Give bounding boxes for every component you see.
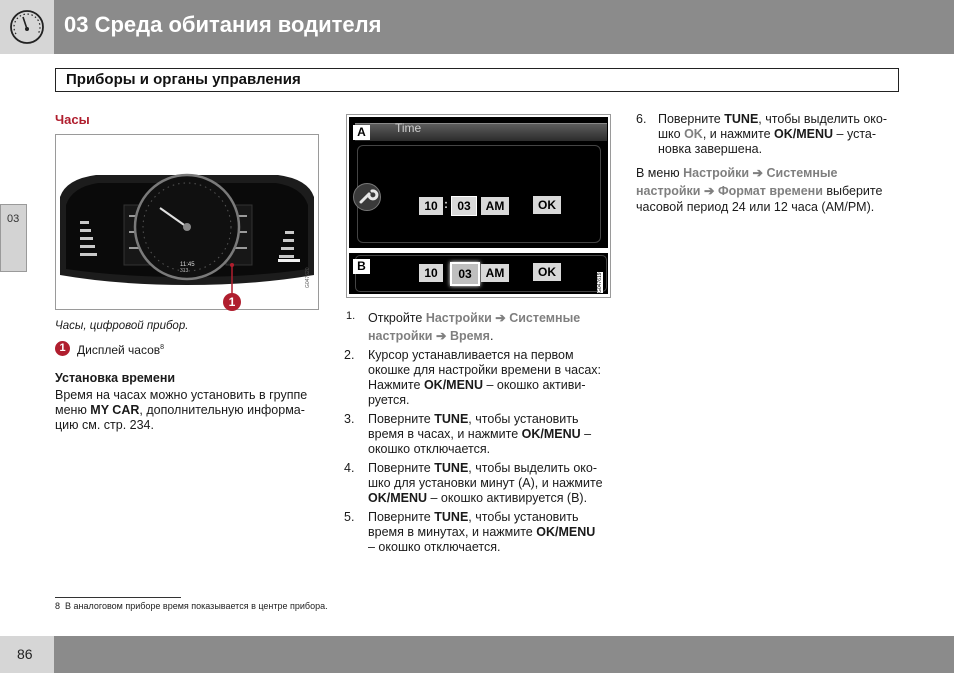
- instrument-cluster-figure: [55, 134, 319, 310]
- instrument-cluster-illustration: [56, 135, 318, 309]
- callout-marker: 1: [223, 293, 241, 311]
- screen-figure-code: G047619: [597, 272, 603, 293]
- arrow-icon: ➔: [703, 184, 715, 198]
- hour-field-a: 10: [419, 197, 443, 215]
- figure-code: G047620: [305, 267, 311, 288]
- cluster-clock-display: 11:45: [180, 262, 195, 268]
- cluster-odometer: 313: [180, 268, 189, 274]
- page-number: 86: [17, 646, 33, 662]
- ampm-field-a: AM: [481, 197, 509, 215]
- section-title: Приборы и органы управления: [66, 71, 301, 88]
- minute-field-b-active: 03: [450, 262, 480, 286]
- arrow-icon: ➔: [495, 311, 506, 325]
- screen-panel-a: [349, 117, 608, 248]
- time-separator-a: :: [444, 197, 448, 211]
- panel-b-label: B: [353, 259, 370, 274]
- wrench-icon: [353, 183, 381, 211]
- set-time-subheading: Установка времени: [55, 371, 176, 385]
- set-time-paragraph: Время на часах можно установить в группе меню MY CAR, дополнительную информа-цию см. стр. 234.: [55, 388, 308, 432]
- time-setting-screens-figure: [346, 114, 611, 298]
- clock-heading: Часы: [55, 112, 90, 127]
- chapter-tab: [0, 204, 27, 272]
- footer-bar: [0, 636, 954, 673]
- ampm-field-b: AM: [481, 264, 509, 282]
- screen-title: Time: [395, 121, 422, 135]
- chapter-tab-label: 03: [7, 213, 20, 225]
- figure-caption: Часы, цифровой прибор.: [55, 320, 189, 332]
- section-title-box: [55, 68, 899, 92]
- speedometer-gauge-icon: [0, 0, 54, 54]
- footnote-rule: [55, 597, 181, 598]
- screen-panel-b: [349, 253, 608, 294]
- arrow-icon: ➔: [435, 329, 447, 343]
- hour-field-b: 10: [419, 264, 443, 282]
- ok-button-b: OK: [533, 263, 561, 281]
- arrow-icon: ➔: [752, 166, 764, 180]
- footnote: 8 В аналоговом приборе время показывается в центре прибора.: [55, 601, 328, 611]
- callout-legend-text: Дисплей часов$^8$: [77, 343, 165, 357]
- page-title: 03 Среда обитания водителя: [64, 12, 382, 37]
- ok-button-a: OK: [533, 196, 561, 214]
- callout-legend-marker: 1: [55, 341, 70, 356]
- minute-field-a: 03: [451, 196, 477, 216]
- panel-a-label: A: [353, 125, 370, 140]
